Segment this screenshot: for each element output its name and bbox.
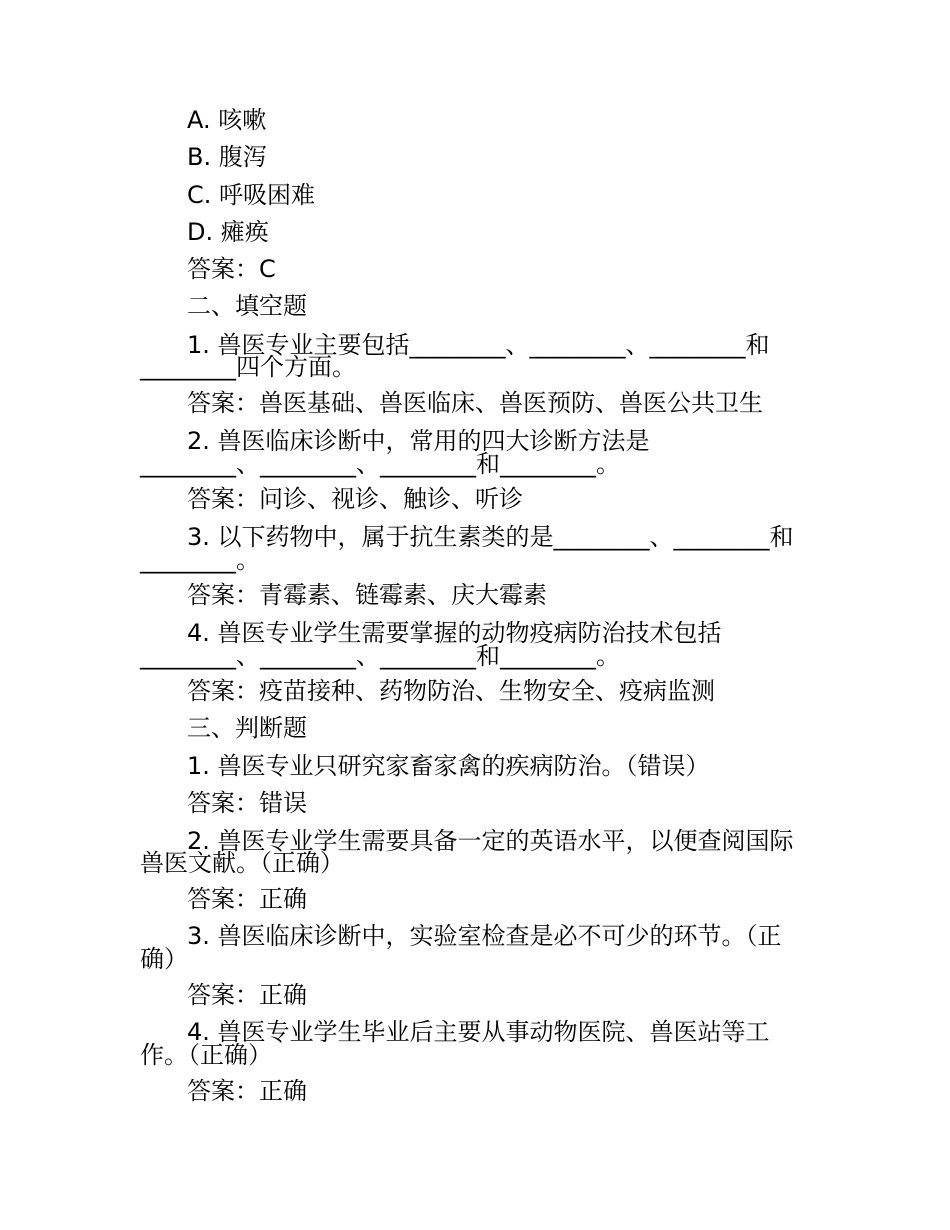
fill-blank-q4-line1: 4. 兽医专业学生需要掌握的动物疫病防治技术包括 [187,619,722,647]
fill-blank-q2-line1: 2. 兽医临床诊断中，常用的四大诊断方法是 [187,427,650,455]
true-false-q1-answer: 答案：错误 [187,789,307,817]
option-d: D. 瘫痪 [187,218,269,246]
true-false-q2-answer: 答案：正确 [187,885,307,913]
true-false-q2-line2: 兽医文献。（正确） [140,849,344,877]
true-false-q1: 1. 兽医专业只研究家畜家禽的疾病防治。（错误） [187,752,710,780]
fill-blank-q3-line2: ________。 [140,546,260,574]
true-false-q3-line1: 3. 兽医临床诊断中，实验室检查是必不可少的环节。（正 [187,922,782,950]
section-heading-true-false: 三、判断题 [187,714,307,742]
fill-blank-q2-line2: ________、________、________和________。 [140,450,620,478]
fill-blank-q2-answer: 答案：问诊、视诊、触诊、听诊 [187,485,523,513]
fill-blank-q3-answer: 答案：青霉素、链霉素、庆大霉素 [187,581,547,609]
fill-blank-q1-line1: 1. 兽医专业主要包括________、________、________和 [187,331,770,359]
fill-blank-q1-answer: 答案：兽医基础、兽医临床、兽医预防、兽医公共卫生 [187,389,763,417]
fill-blank-q3-line1: 3. 以下药物中，属于抗生素类的是________、________和 [187,523,794,551]
fill-blank-q4-answer: 答案：疫苗接种、药物防治、生物安全、疫病监测 [187,677,715,705]
true-false-q4-answer: 答案：正确 [187,1077,307,1105]
true-false-q2-line1: 2. 兽医专业学生需要具备一定的英语水平，以便查阅国际 [187,827,794,855]
fill-blank-q1-line2: ________四个方面。 [140,353,356,381]
fill-blank-q4-line2: ________、________、________和________。 [140,642,620,670]
true-false-q4-line2: 作。（正确） [140,1041,272,1069]
true-false-q3-line2: 确） [140,945,188,973]
true-false-q4-line1: 4. 兽医专业学生毕业后主要从事动物医院、兽医站等工 [187,1018,770,1046]
option-c: C. 呼吸困难 [187,181,316,209]
option-a: A. 咳嗽 [187,106,267,134]
true-false-q3-answer: 答案：正确 [187,981,307,1009]
mc-answer: 答案：C [187,255,276,283]
section-heading-fill-blank: 二、填空题 [187,292,307,320]
option-b: B. 腹泻 [187,143,267,171]
